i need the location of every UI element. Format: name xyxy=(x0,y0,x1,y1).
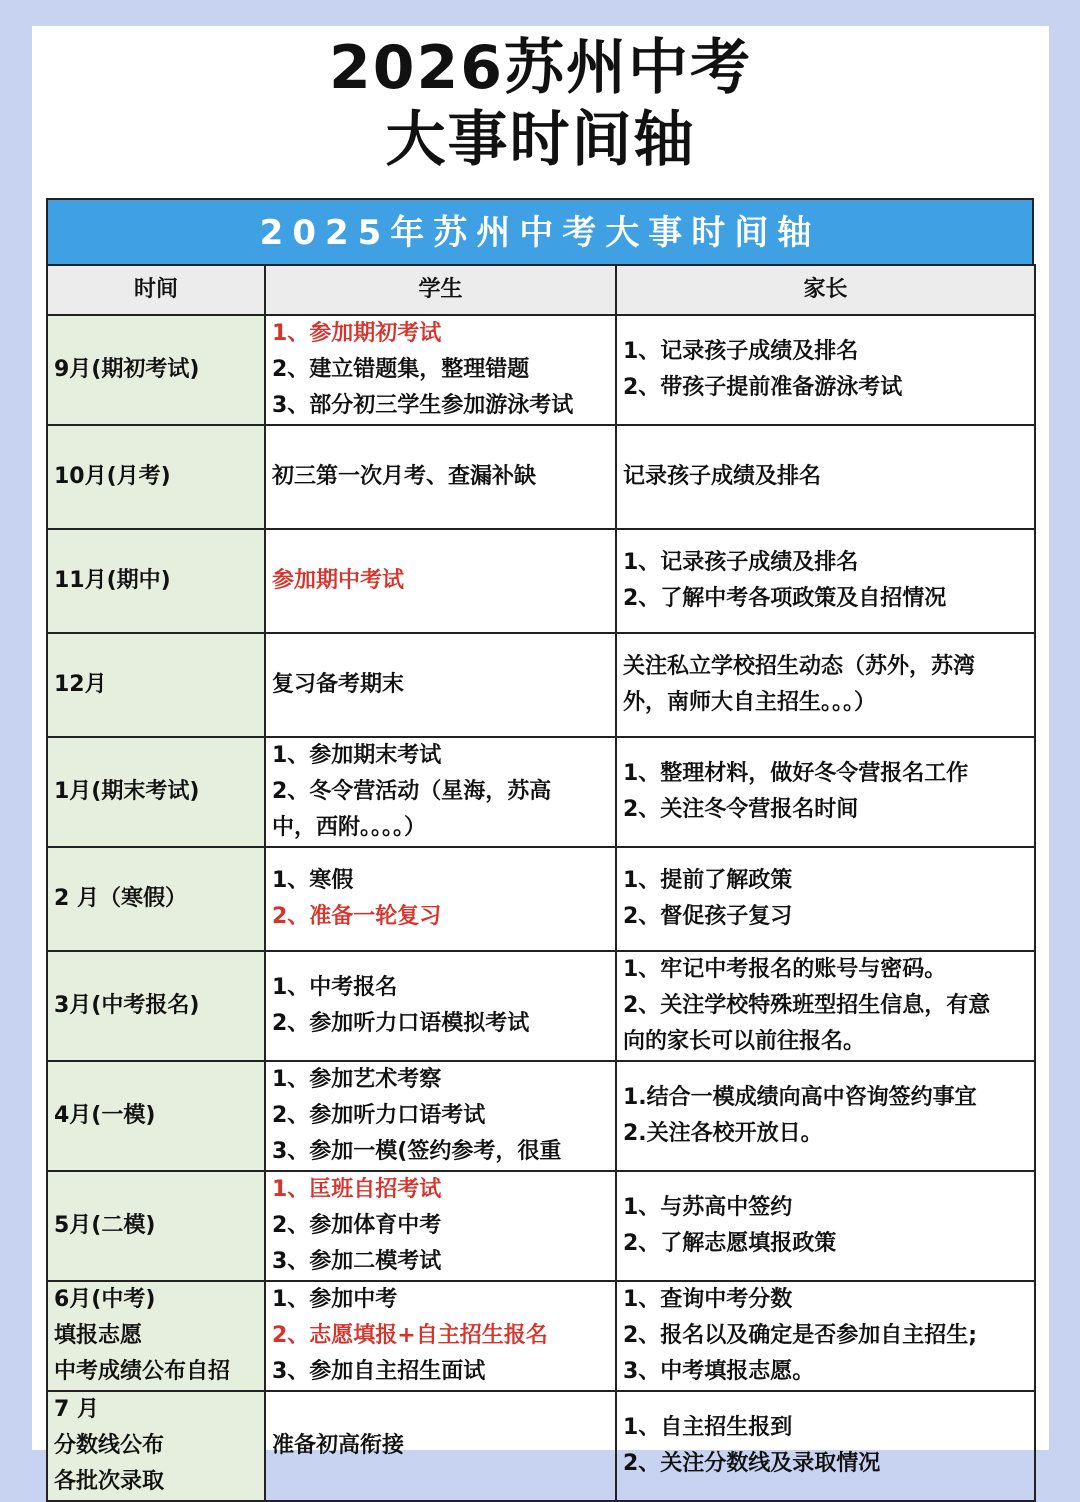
parent-item: 1、整理材料，做好冬令营报名工作 xyxy=(623,761,969,786)
parent-cell xyxy=(616,529,1035,633)
parent-item: 3、中考填报志愿。 xyxy=(623,1359,815,1384)
parent-item: 2、报名以及确定是否参加自主招生; xyxy=(623,1323,978,1348)
time-cell xyxy=(47,847,265,951)
table-body xyxy=(47,315,1035,1501)
header-parent: 家长 xyxy=(616,265,1035,315)
time-cell xyxy=(47,1061,265,1171)
time-cell xyxy=(47,425,265,529)
student-item: 2、参加听力口语模拟考试 xyxy=(272,1011,530,1036)
student-cell xyxy=(265,951,616,1061)
table-row xyxy=(47,633,1035,737)
table-row xyxy=(47,315,1035,425)
timeline-sheet xyxy=(46,198,1034,1502)
parent-cell xyxy=(616,847,1035,951)
time-cell xyxy=(47,529,265,633)
student-item: 1、参加期初考试 xyxy=(272,321,442,346)
parent-cell xyxy=(616,1171,1035,1281)
student-item: 1、参加中考 xyxy=(272,1287,398,1312)
time-label: 12月 xyxy=(54,672,107,697)
student-item: 2、志愿填报+自主招生报名 xyxy=(272,1323,548,1348)
parent-item: 2、了解中考各项政策及自招情况 xyxy=(623,586,947,611)
student-item: 1、寒假 xyxy=(272,868,354,893)
student-cell xyxy=(265,425,616,529)
time-label: 各批次录取 xyxy=(54,1469,165,1494)
parent-cell xyxy=(616,1391,1035,1501)
parent-item: 关注私立学校招生动态（苏外，苏湾 xyxy=(623,654,976,679)
student-item: 1、中考报名 xyxy=(272,975,398,1000)
parent-item: 向的家长可以前往报名。 xyxy=(623,1029,866,1054)
table-row xyxy=(47,425,1035,529)
parent-item: 1、记录孩子成绩及排名 xyxy=(623,339,859,364)
parent-item: 1、查询中考分数 xyxy=(623,1287,793,1312)
student-item: 2、冬令营活动（星海，苏高 xyxy=(272,779,552,804)
student-item: 参加期中考试 xyxy=(272,568,405,593)
parent-item: 1、自主招生报到 xyxy=(623,1415,793,1440)
parent-cell xyxy=(616,633,1035,737)
student-cell xyxy=(265,315,616,425)
student-item: 3、部分初三学生参加游泳考试 xyxy=(272,393,574,418)
time-label: 1月(期末考试) xyxy=(54,779,200,804)
parent-item: 2.关注各校开放日。 xyxy=(623,1121,823,1146)
time-label: 6月(中考) xyxy=(54,1287,156,1312)
parent-item: 2、带孩子提前准备游泳考试 xyxy=(623,375,903,400)
time-cell xyxy=(47,1171,265,1281)
parent-item: 2、督促孩子复习 xyxy=(623,904,793,929)
parent-item: 外，南师大自主招生。。。） xyxy=(623,690,877,715)
student-cell xyxy=(265,529,616,633)
time-cell xyxy=(47,951,265,1061)
student-cell xyxy=(265,633,616,737)
student-item: 3、参加二模考试 xyxy=(272,1249,442,1274)
time-label: 3月(中考报名) xyxy=(54,993,200,1018)
time-cell xyxy=(47,1281,265,1391)
title-line-2: 大事时间轴 xyxy=(385,105,696,175)
parent-item: 1、与苏高中签约 xyxy=(623,1195,793,1220)
header-time: 时间 xyxy=(47,265,265,315)
parent-item: 1、牢记中考报名的账号与密码。 xyxy=(623,957,947,982)
parent-item: 1、记录孩子成绩及排名 xyxy=(623,550,859,575)
table-row xyxy=(47,951,1035,1061)
time-cell xyxy=(47,737,265,847)
student-item: 3、参加自主招生面试 xyxy=(272,1359,486,1384)
time-cell xyxy=(47,633,265,737)
table-header-row xyxy=(47,265,1035,315)
student-item: 2、参加听力口语考试 xyxy=(272,1103,486,1128)
student-item: 1、参加艺术考察 xyxy=(272,1067,442,1092)
timeline-table xyxy=(46,264,1036,1502)
poster-card xyxy=(32,26,1049,1494)
parent-cell xyxy=(616,737,1035,847)
parent-cell xyxy=(616,1281,1035,1391)
time-label: 10月(月考) xyxy=(54,464,171,489)
student-item: 2、参加体育中考 xyxy=(272,1213,442,1238)
student-cell xyxy=(265,1061,616,1171)
parent-cell xyxy=(616,951,1035,1061)
student-cell xyxy=(265,1391,616,1501)
time-label: 2 月（寒假） xyxy=(54,886,187,911)
table-row xyxy=(47,529,1035,633)
table-row xyxy=(47,737,1035,847)
student-cell xyxy=(265,737,616,847)
time-label: 填报志愿 xyxy=(54,1323,143,1348)
parent-item: 1、提前了解政策 xyxy=(623,868,793,893)
time-label: 分数线公布 xyxy=(54,1433,165,1458)
parent-cell xyxy=(616,425,1035,529)
time-label: 5月(二模) xyxy=(54,1213,156,1238)
table-banner: 2025年苏州中考大事时间轴 xyxy=(46,198,1034,264)
student-cell xyxy=(265,1281,616,1391)
parent-item: 1.结合一模成绩向高中咨询签约事宜 xyxy=(623,1085,977,1110)
table-row xyxy=(47,1391,1035,1501)
student-item: 中，西附。。。。） xyxy=(272,815,427,840)
time-label: 11月(期中) xyxy=(54,568,171,593)
table-row xyxy=(47,1281,1035,1391)
student-item: 2、建立错题集，整理错题 xyxy=(272,357,530,382)
parent-cell xyxy=(616,1061,1035,1171)
table-row xyxy=(47,847,1035,951)
student-item: 1、匡班自招考试 xyxy=(272,1177,442,1202)
header-student: 学生 xyxy=(265,265,616,315)
time-label: 中考成绩公布自招 xyxy=(54,1359,231,1384)
student-cell xyxy=(265,1171,616,1281)
time-cell xyxy=(47,315,265,425)
student-item: 2、准备一轮复习 xyxy=(272,904,442,929)
time-cell xyxy=(47,1391,265,1501)
table-row xyxy=(47,1171,1035,1281)
student-item: 3、参加一模(签约参考，很重 xyxy=(272,1139,562,1164)
time-label: 9月(期初考试) xyxy=(54,357,200,382)
time-label: 7 月 xyxy=(54,1397,99,1422)
student-item: 复习备考期末 xyxy=(272,672,405,697)
time-label: 4月(一模) xyxy=(54,1103,156,1128)
title-line-1: 2026苏州中考 xyxy=(329,33,752,103)
student-cell xyxy=(265,847,616,951)
student-item: 初三第一次月考、查漏补缺 xyxy=(272,464,537,489)
parent-item: 记录孩子成绩及排名 xyxy=(623,464,822,489)
parent-cell xyxy=(616,315,1035,425)
student-item: 准备初高衔接 xyxy=(272,1433,405,1458)
parent-item: 2、关注分数线及录取情况 xyxy=(623,1451,881,1476)
parent-item: 2、关注学校特殊班型招生信息，有意 xyxy=(623,993,991,1018)
parent-item: 2、了解志愿填报政策 xyxy=(623,1231,837,1256)
student-item: 1、参加期末考试 xyxy=(272,743,442,768)
parent-item: 2、关注冬令营报名时间 xyxy=(623,797,859,822)
table-row xyxy=(47,1061,1035,1171)
page-title xyxy=(32,32,1049,176)
